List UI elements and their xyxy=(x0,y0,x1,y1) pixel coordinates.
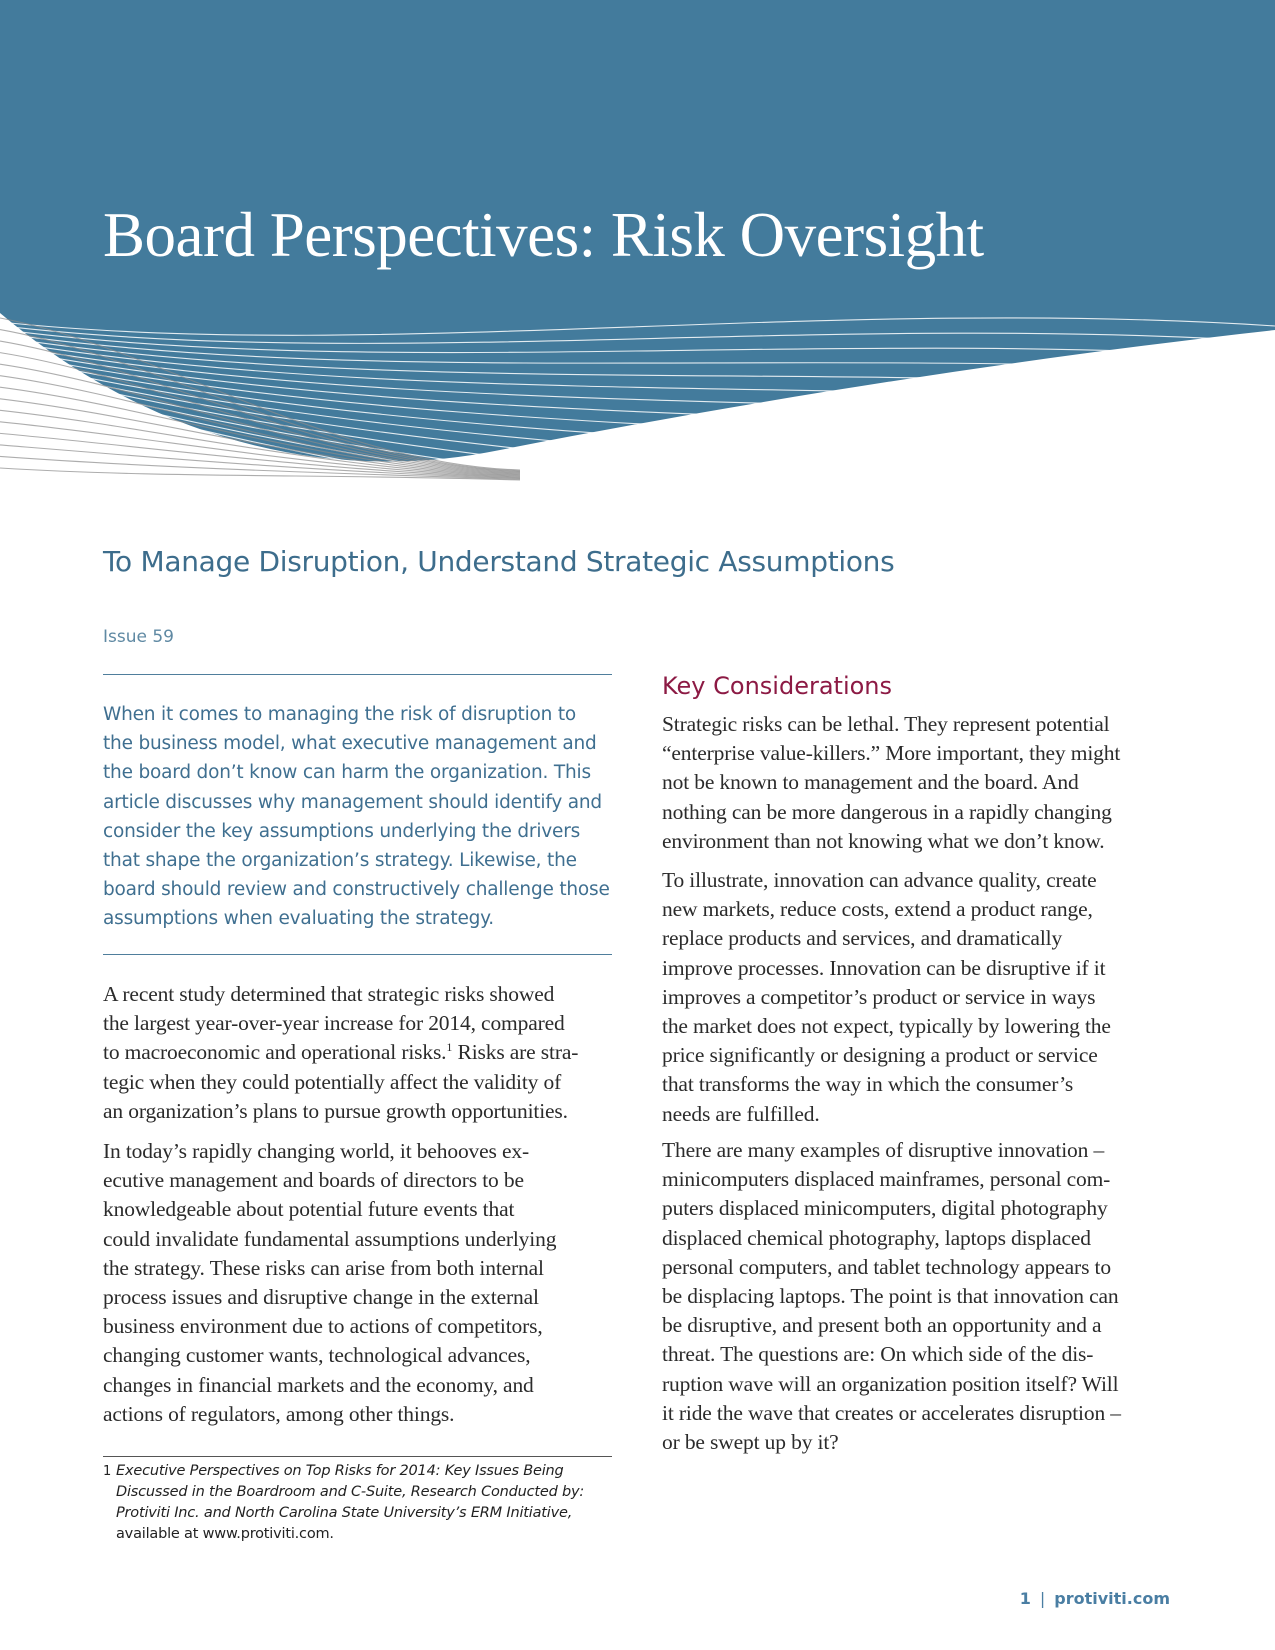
body-line: “enterprise value-killers.” More important, they might xyxy=(662,741,1121,766)
body-line: There are many examples of disruptive innovation – xyxy=(662,1138,1105,1162)
body-line: nothing can be more dangerous in a rapidly changing xyxy=(662,799,1112,824)
body-line: changing customer wants, technological advances, xyxy=(103,1343,531,1368)
footer-separator: | xyxy=(1039,1589,1046,1608)
page-footer xyxy=(1020,1589,1170,1608)
footnote-rule xyxy=(103,1456,612,1457)
right-paragraph-1 xyxy=(662,710,1182,856)
key-considerations-heading: Key Considerations xyxy=(662,672,893,700)
left-paragraph-2 xyxy=(103,1137,623,1429)
intro-line: consider the key assumptions underlying the drivers xyxy=(103,820,581,842)
body-line: that transforms the way in which the consumer’s xyxy=(662,1072,1074,1097)
body-line: environment than not knowing what we don’t know. xyxy=(662,828,1105,853)
body-line: Strategic risks can be lethal. They represent potential xyxy=(662,712,1110,736)
body-line: an organization’s plans to pursue growth opportunities. xyxy=(103,1098,568,1123)
page-number: 1 xyxy=(1019,1589,1031,1608)
footnote-marker[interactable]: 1 xyxy=(446,1040,453,1055)
intro-line: article discusses why management should identify and xyxy=(103,791,602,813)
body-line: threat. The questions are: On which side of the dis- xyxy=(662,1342,1094,1367)
body-line: the largest year-over-year increase for 2014, compared xyxy=(103,1011,565,1036)
body-line: the market does not expect, typically by lowering the xyxy=(662,1014,1111,1039)
page-title: Board Perspectives: Risk Oversight xyxy=(103,200,984,270)
footnote-citation-line: Protiviti Inc. and North Carolina State University’s ERM Initiative, xyxy=(116,1505,573,1521)
body-line: replace products and services, and dramatically xyxy=(662,926,1063,951)
body-line: new markets, reduce costs, extend a product range, xyxy=(662,897,1093,922)
right-paragraph-3 xyxy=(662,1136,1182,1457)
intro-line: When it comes to managing the risk of disruption to xyxy=(103,704,577,725)
body-line: the strategy. These risks can arise from both internal xyxy=(103,1255,544,1280)
footnote-citation-line: Executive Perspectives on Top Risks for 2014: Key Issues Being xyxy=(116,1463,564,1479)
body-line: not be known to management and the board. And xyxy=(662,770,1079,795)
body-line: actions of regulators, among other things. xyxy=(103,1401,455,1426)
body-line: To illustrate, innovation can advance quality, create xyxy=(662,868,1097,892)
body-text: Risks are stra- xyxy=(452,1040,579,1065)
page-subtitle: To Manage Disruption, Understand Strategic Assumptions xyxy=(103,545,895,578)
intro-top-rule xyxy=(103,674,612,675)
body-line: be disruptive, and present both an opportunity and a xyxy=(662,1313,1102,1338)
body-line: In today’s rapidly changing world, it behooves ex- xyxy=(103,1139,529,1163)
footnote xyxy=(103,1461,623,1545)
intro-line: the business model, what executive management and xyxy=(103,733,597,755)
body-line: process issues and disruptive change in the external xyxy=(103,1285,539,1310)
body-line: price significantly or designing a product or service xyxy=(662,1043,1098,1068)
body-line: or be swept up by it? xyxy=(662,1430,839,1455)
body-line: business environment due to actions of competitors, xyxy=(103,1314,543,1339)
footnote-citation-line: Discussed in the Boardroom and C-Suite, Research Conducted by: xyxy=(116,1484,585,1500)
body-line: minicomputers displaced mainframes, personal com- xyxy=(662,1167,1111,1192)
body-line: A recent study determined that strategic risks showed xyxy=(103,982,555,1006)
body-line: changes in financial markets and the economy, and xyxy=(103,1372,534,1397)
intro-line: board should review and constructively challenge those xyxy=(103,879,610,901)
body-line: knowledgeable about potential future events that xyxy=(103,1197,515,1222)
body-line: could invalidate fundamental assumptions underlying xyxy=(103,1226,557,1251)
right-paragraph-2 xyxy=(662,866,1182,1129)
body-line: improves a competitor’s product or service in ways xyxy=(662,984,1096,1009)
body-line: tegic when they could potentially affect the validity of xyxy=(103,1069,562,1094)
issue-number: Issue 59 xyxy=(103,627,174,647)
body-line: displaced chemical photography, laptops displaced xyxy=(662,1225,1091,1250)
footnote-number: 1 xyxy=(103,1464,112,1479)
left-paragraph-1 xyxy=(103,980,623,1126)
intro-line: assumptions when evaluating the strategy. xyxy=(103,908,494,930)
body-line: puters displaced minicomputers, digital photography xyxy=(662,1196,1108,1221)
intro-summary xyxy=(103,700,623,934)
body-line xyxy=(103,1038,623,1067)
body-line: improve processes. Innovation can be disruptive if it xyxy=(662,955,1106,980)
header-banner xyxy=(0,0,1275,600)
footnote-link-line[interactable]: available at www.protiviti.com. xyxy=(116,1526,334,1542)
body-line: be displacing laptops. The point is that innovation can xyxy=(662,1284,1119,1309)
body-line: ecutive management and boards of directors to be xyxy=(103,1168,524,1193)
footer-site-link[interactable]: protiviti.com xyxy=(1054,1589,1170,1608)
intro-bottom-rule xyxy=(103,954,612,955)
intro-line: that shape the organization’s strategy. Likewise, the xyxy=(103,850,577,872)
body-line: personal computers, and tablet technology appears to xyxy=(662,1254,1111,1279)
body-line: needs are fulfilled. xyxy=(662,1101,820,1126)
body-line: it ride the wave that creates or accelerates disruption – xyxy=(662,1400,1121,1425)
intro-line: the board don’t know can harm the organization. This xyxy=(103,762,591,784)
body-line: ruption wave will an organization position itself? Will xyxy=(662,1371,1119,1396)
body-text: to macroeconomic and operational risks. xyxy=(103,1040,447,1065)
